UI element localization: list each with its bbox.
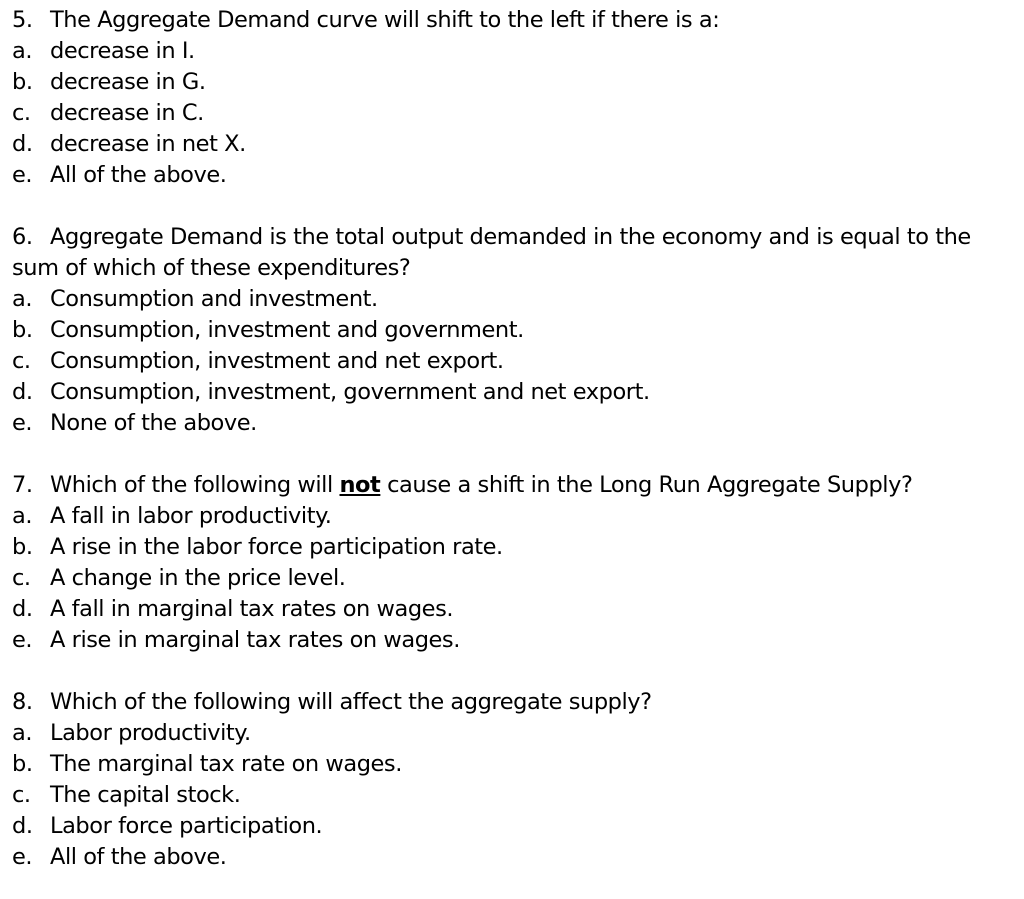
answer-option-b xyxy=(12,532,1024,563)
answer-option-d xyxy=(12,377,1024,408)
answer-option-b xyxy=(12,315,1024,346)
option-text: Consumption, investment and government. xyxy=(50,317,524,343)
option-letter: b. xyxy=(12,69,33,95)
option-letter: b. xyxy=(12,317,33,343)
option-text: The marginal tax rate on wages. xyxy=(50,751,402,777)
question-number: 8. xyxy=(12,689,33,715)
option-letter: a. xyxy=(12,38,33,64)
option-letter: c. xyxy=(12,100,31,126)
option-letter: b. xyxy=(12,751,33,777)
option-letter: b. xyxy=(12,534,33,560)
option-text: All of the above. xyxy=(50,162,227,188)
option-text: decrease in I. xyxy=(50,38,195,64)
option-text: A change in the price level. xyxy=(50,565,346,591)
answer-option-a xyxy=(12,501,1024,532)
option-letter: a. xyxy=(12,286,33,312)
answer-option-e xyxy=(12,842,1024,873)
answer-option-d xyxy=(12,129,1024,160)
answer-option-a xyxy=(12,284,1024,315)
option-text: Consumption, investment and net export. xyxy=(50,348,504,374)
question-text: Which of the following will affect the aggregate supply? xyxy=(50,689,652,715)
question-8 xyxy=(12,687,1024,873)
option-letter: a. xyxy=(12,720,33,746)
option-text: A fall in marginal tax rates on wages. xyxy=(50,596,454,622)
option-text: All of the above. xyxy=(50,844,227,870)
question-6 xyxy=(12,222,1024,439)
answer-option-a xyxy=(12,36,1024,67)
option-text: decrease in net X. xyxy=(50,131,246,157)
answer-option-b xyxy=(12,749,1024,780)
option-text: decrease in C. xyxy=(50,100,204,126)
option-text: Labor productivity. xyxy=(50,720,251,746)
option-letter: d. xyxy=(12,596,33,622)
option-letter: e. xyxy=(12,162,33,188)
option-letter: c. xyxy=(12,782,31,808)
option-letter: d. xyxy=(12,813,33,839)
question-text: The Aggregate Demand curve will shift to the left if there is a: xyxy=(50,7,720,33)
answer-option-d xyxy=(12,594,1024,625)
option-letter: e. xyxy=(12,844,33,870)
answer-option-c xyxy=(12,98,1024,129)
option-text: Labor force participation. xyxy=(50,813,323,839)
answer-option-c xyxy=(12,346,1024,377)
option-text: decrease in G. xyxy=(50,69,206,95)
question-text-end: cause a shift in the Long Run Aggregate Supply? xyxy=(380,472,913,498)
question-stem xyxy=(12,222,1012,284)
option-text: None of the above. xyxy=(50,410,257,436)
option-letter: d. xyxy=(12,379,33,405)
option-letter: e. xyxy=(12,627,33,653)
option-letter: c. xyxy=(12,565,31,591)
answer-option-c xyxy=(12,563,1024,594)
answer-option-b xyxy=(12,67,1024,98)
option-letter: e. xyxy=(12,410,33,436)
option-letter: d. xyxy=(12,131,33,157)
answer-option-e xyxy=(12,625,1024,656)
question-5 xyxy=(12,5,1024,191)
question-text-start: Which of the following will xyxy=(50,472,340,498)
answer-option-a xyxy=(12,718,1024,749)
answer-option-e xyxy=(12,408,1024,439)
emphasis-not: not xyxy=(339,472,381,498)
option-text: A rise in the labor force participation rate. xyxy=(50,534,503,560)
option-text: A fall in labor productivity. xyxy=(50,503,332,529)
answer-option-c xyxy=(12,780,1024,811)
option-letter: a. xyxy=(12,503,33,529)
question-number: 6. xyxy=(12,224,33,250)
question-number: 7. xyxy=(12,472,33,498)
option-text: A rise in marginal tax rates on wages. xyxy=(50,627,460,653)
question-stem xyxy=(12,470,1024,501)
answer-option-e xyxy=(12,160,1024,191)
option-text: Consumption and investment. xyxy=(50,286,378,312)
option-text: Consumption, investment, government and net export. xyxy=(50,379,650,405)
question-stem xyxy=(12,5,1024,36)
option-letter: c. xyxy=(12,348,31,374)
question-text: Aggregate Demand is the total output demanded in the economy and is equal to the sum of which of these expenditures? xyxy=(12,224,971,281)
question-7 xyxy=(12,470,1024,656)
question-number: 5. xyxy=(12,7,33,33)
question-stem xyxy=(12,687,1024,718)
answer-option-d xyxy=(12,811,1024,842)
option-text: The capital stock. xyxy=(50,782,241,808)
